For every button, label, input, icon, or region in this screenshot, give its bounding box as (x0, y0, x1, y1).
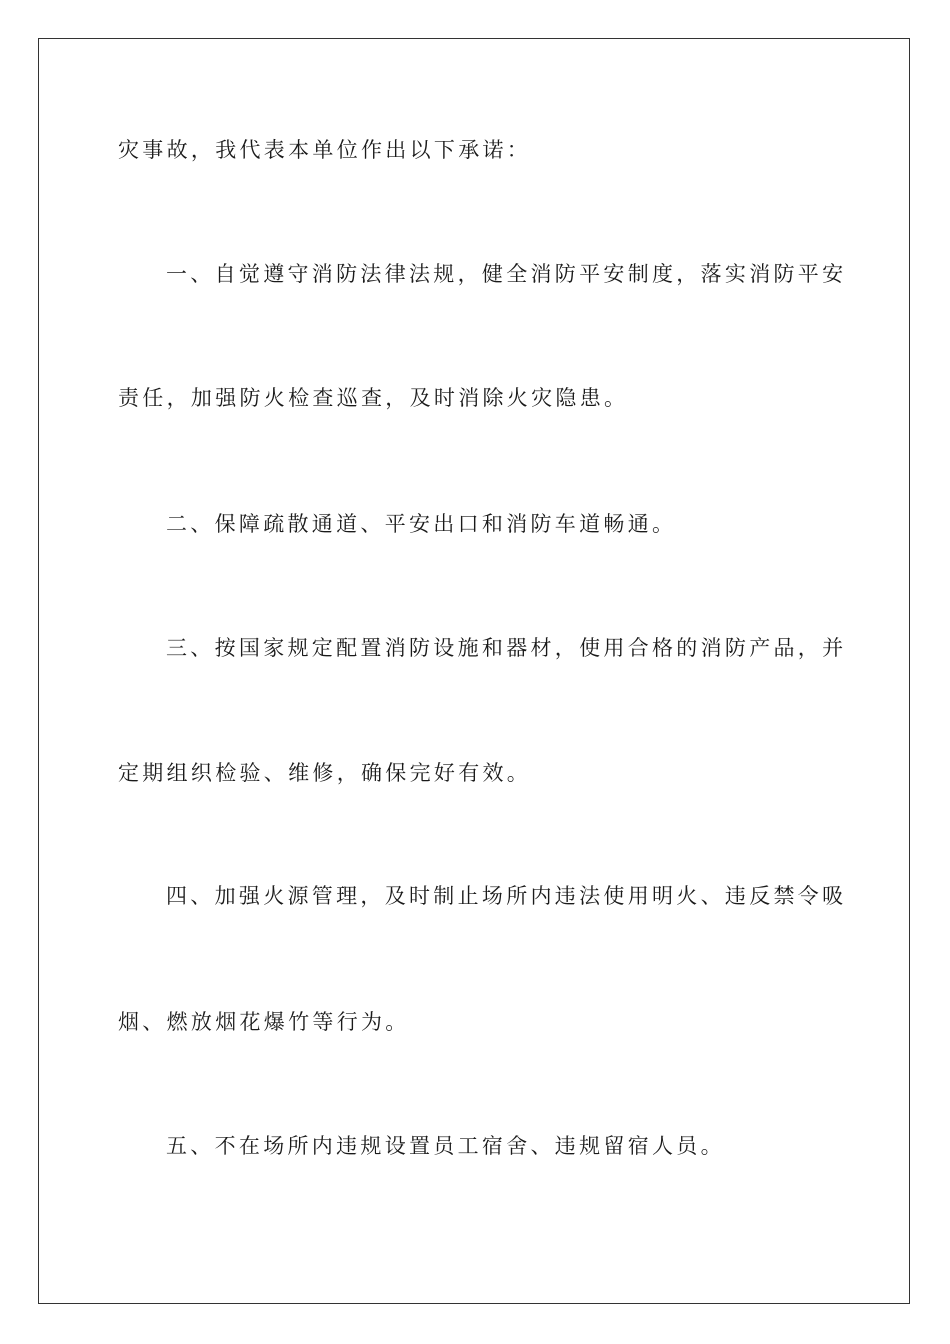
text-line-item-5: 五、不在场所内违规设置员工宿舍、违规留宿人员。 (166, 1134, 725, 1158)
text-line-item-3: 三、按国家规定配置消防设施和器材，使用合格的消防产品，并 (166, 636, 847, 660)
text-line-item-1-cont: 责任，加强防火检查巡查，及时消除火灾隐患。 (118, 386, 629, 410)
page-border (38, 38, 910, 1304)
text-line-intro: 灾事故，我代表本单位作出以下承诺： (118, 138, 532, 162)
text-line-item-3-cont: 定期组织检验、维修，确保完好有效。 (118, 761, 532, 785)
text-line-item-1: 一、自觉遵守消防法律法规，健全消防平安制度，落实消防平安 (166, 262, 847, 286)
text-line-item-4-cont: 烟、燃放烟花爆竹等行为。 (118, 1010, 410, 1034)
text-line-item-4: 四、加强火源管理，及时制止场所内违法使用明火、违反禁令吸 (166, 884, 847, 908)
text-line-item-2: 二、保障疏散通道、平安出口和消防车道畅通。 (166, 512, 677, 536)
